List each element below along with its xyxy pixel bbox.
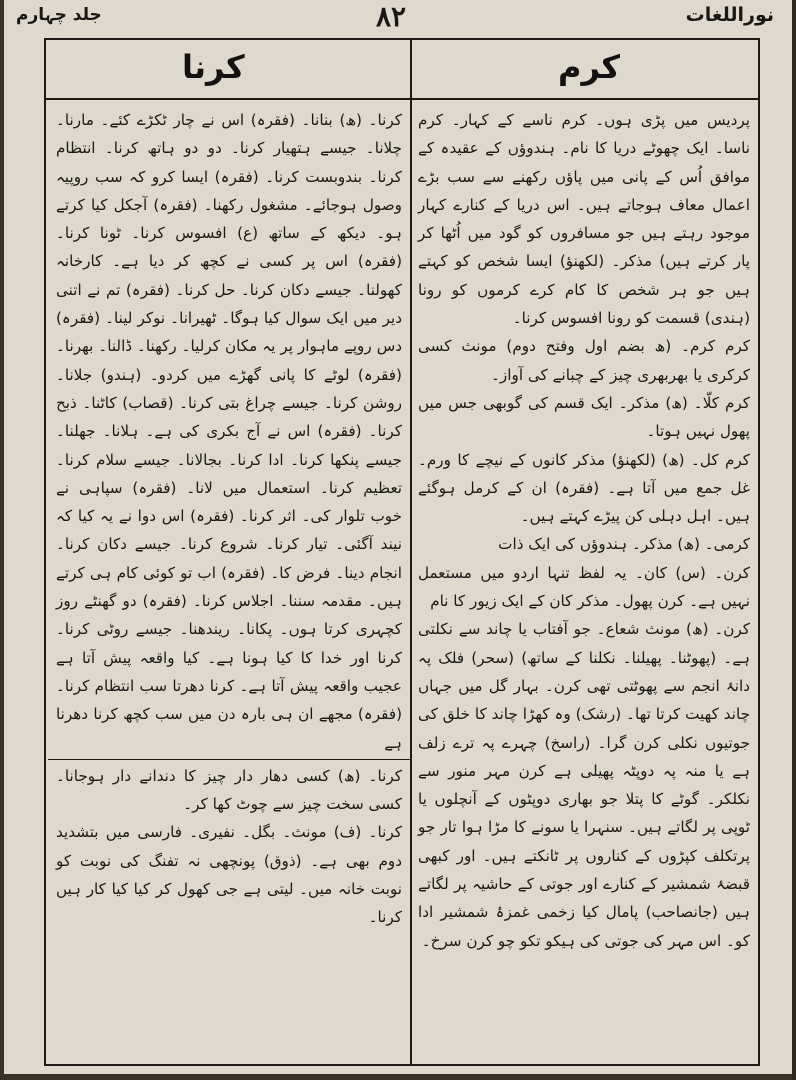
page-number: ۸۲ [376,0,407,33]
entry-paragraph: کرم کرم۔ (ھ بضم اول وفتح دوم) مونث کسی کرکری یا بھربھری چیز کے چبانے کی آواز۔ [418,337,750,384]
entry-paragraph: کرنا۔ (ھ) بنانا۔ (فقرہ) اس نے چار ٹکڑے کئے۔ مارنا۔ چلانا۔ جیسے ہتھیار کرنا۔ دو دو ہاتھ کرنا۔ انتظام کرنا۔ بندوبست کرنا۔ (فقرہ) ایسا کرو کہ سب روپیہ وصول ہوجائے۔ مشغول رکھنا۔ (فقرہ) آجکل کیا کرتے ہو۔ دیکھ کے ساتھ (ع) افسوس کرنا۔ ٹونا کرنا۔ (فقرہ) اس پر کسی نے کچھ کر دیا ہے۔ کارخانہ کھولنا۔ جیسے دکان کرنا۔ حل کرنا۔ (فقرہ) تم نے اتنی دیر میں ایک سوال کیا ہوگا۔ ٹھیرانا۔ نوکر لینا۔ (فقرہ) دس روپے ماہوار پر یہ مکان کرلیا۔ رکھنا۔ ڈالنا۔ بھرنا۔ (فقرہ) لوٹے کا پانی گھڑے میں کردو۔ (ہندو) جلانا۔ روشن کرنا۔ جیسے چراغ بتی کرنا۔ (قصاب) کاٹنا۔ ذبح کرنا۔ (فقرہ) اس نے آج بکری کی ہے۔ ہلانا۔ جھلنا۔ جیسے پنکھا کرنا۔ ادا کرنا۔ بجالانا۔ جیسے سلام کرنا۔ تعظیم کرنا۔ استعمال میں لانا۔ (فقرہ) سپاہی نے خوب تلوار کی۔ اثر کرنا۔ (فقرہ) اس دوا نے یہ کیا کہ نیند آگئی۔ تیار کرنا۔ شروع کرنا۔ جیسے دکان کرنا۔ انجام دینا۔ فرض کا۔ (فقرہ) اب تو کوئی کام ہی کرتے ہیں۔ مقدمہ سننا۔ اجلاس کرنا۔ (فقرہ) دو گھنٹے روز کچہری کرتا ہوں۔ پکانا۔ ریندھنا۔ جیسے روٹی کرنا۔ کرنا اور خدا کا کیا ہونا ہے۔ کیا واقعہ پیش آتا ہے عجیب واقعہ پیش آتا ہے۔ کرنا دھرتا سب انتظام کرنا۔ (فقرہ) مجھے ان ہی بارہ دن میں سب کچھ کرنا دھرنا ہے [56,111,402,752]
entry-paragraph: کرن۔ (س) کان۔ یہ لفظ تنہا اردو میں مستعمل نہیں ہے۔ کرن پھول۔ مذکر کان کے ایک زیور کا نام [418,563,750,611]
entry-paragraph: کرن۔ (ھ) مونث شعاع۔ جو آفتاب یا چاند سے نکلتی ہے۔ (پھوٹنا۔ پھیلنا۔ نکلنا کے ساتھ) (سحر) فلک پہ دانۂ انجم سے پھوٹتی تھی کرن۔ بہار گل میں جہاں چاند کھیت کرتا تھا۔ (رشک) وہ کھڑا چاند کا خلق کی جوتیوں نکلی کرن گرا۔ (راسخ) چہرے پہ ترے زلف ہے یا منہ پہ دوپٹہ پھیلی ہے کرن مہر منور سے نکلکر۔ گوٹے کا پتلا جو بھاری دوپٹوں کے آنچلوں یا ٹوپی پر لگاتے ہیں۔ سنہرا یا سونے کا مڑا ہوا تار جو پرتکلف کپڑوں کے کناروں پر ٹانکتے ہیں۔ اور کبھی قبضۂ شمشیر کے کنارے اور جوتی کے حاشیہ پر لگاتے ہیں (جانصاحب) پامال کیا زخمی غمزۂ شمشیر ادا کو۔ اس مہر کی جوتی کی ہیکو تکو چو کرن سرخ۔ [418,620,750,950]
running-title-right: نوراللغات [685,4,774,26]
page-header [4,0,792,34]
entry-paragraph: کرنا۔ (ھ) کسی دھار دار چیز کا دندانے دار ہوجانا۔ کسی سخت چیز سے چوٹ کھا کر۔ [56,766,402,814]
entry-paragraph: پردیس میں پڑی ہوں۔ کرم ناسے کے کہار۔ کرم ناسا۔ ایک چھوٹے دریا کا نام۔ ہندوؤں کے عقیدہ کے موافق اُس کے پانی میں پاؤں رکھنے سے سب بڑے اعمال معاف ہوجاتے ہیں۔ اس دریا کے کنارے کہار موجود رہتے ہیں جو مسافروں کو گود میں اُٹھا کر پار کرتے ہیں) مذکر۔ (لکھنؤ) ایسا شخص کو کہتے ہیں جو ہر شخص کا کام کرے کرموں کو رونا (ہندی) قسمت کو رونا افسوس کرنا۔ [418,111,750,328]
page-frame [44,38,760,1066]
right-column-text [418,106,750,955]
right-column-title: کرم [558,48,620,86]
entry-paragraph: کرمی۔ (ھ) مذکر۔ ہندوؤں کی ایک ذات [498,535,750,554]
left-column-text [56,106,402,932]
book-page-edge [792,0,796,1080]
left-column-title: کرنا [182,48,245,86]
dictionary-page [4,0,792,1074]
column-divider [410,40,412,1064]
running-title-left: جلد چہارم [16,5,102,25]
entry-paragraph: کرم کلّا۔ (ھ) مذکر۔ ایک قسم کی گوبھی جس میں پھول نہیں ہوتا۔ [418,393,750,441]
entry-paragraph: کرم کل۔ (ھ) (لکھنؤ) مذکر کانوں کے نیچے کا ورم۔ غل جمع میں آتا ہے۔ (فقرہ) ان کے کرمل ہوگئے ہیں۔ اہل دہلی کن پیڑے کہتے ہیں۔ [418,450,750,526]
entry-separator-rule [48,759,410,760]
entry-paragraph: کرنا۔ (ف) مونث۔ بگل۔ نفیری۔ فارسی میں بتشدید دوم بھی ہے۔ (ذوق) پونچھی نہ تفنگ کی نوبت کو نوبت خانہ میں۔ لیتی ہے جی کھول کر کیا کیا کار ہیں کرنا۔ [56,823,402,927]
column-title-row [46,40,758,100]
